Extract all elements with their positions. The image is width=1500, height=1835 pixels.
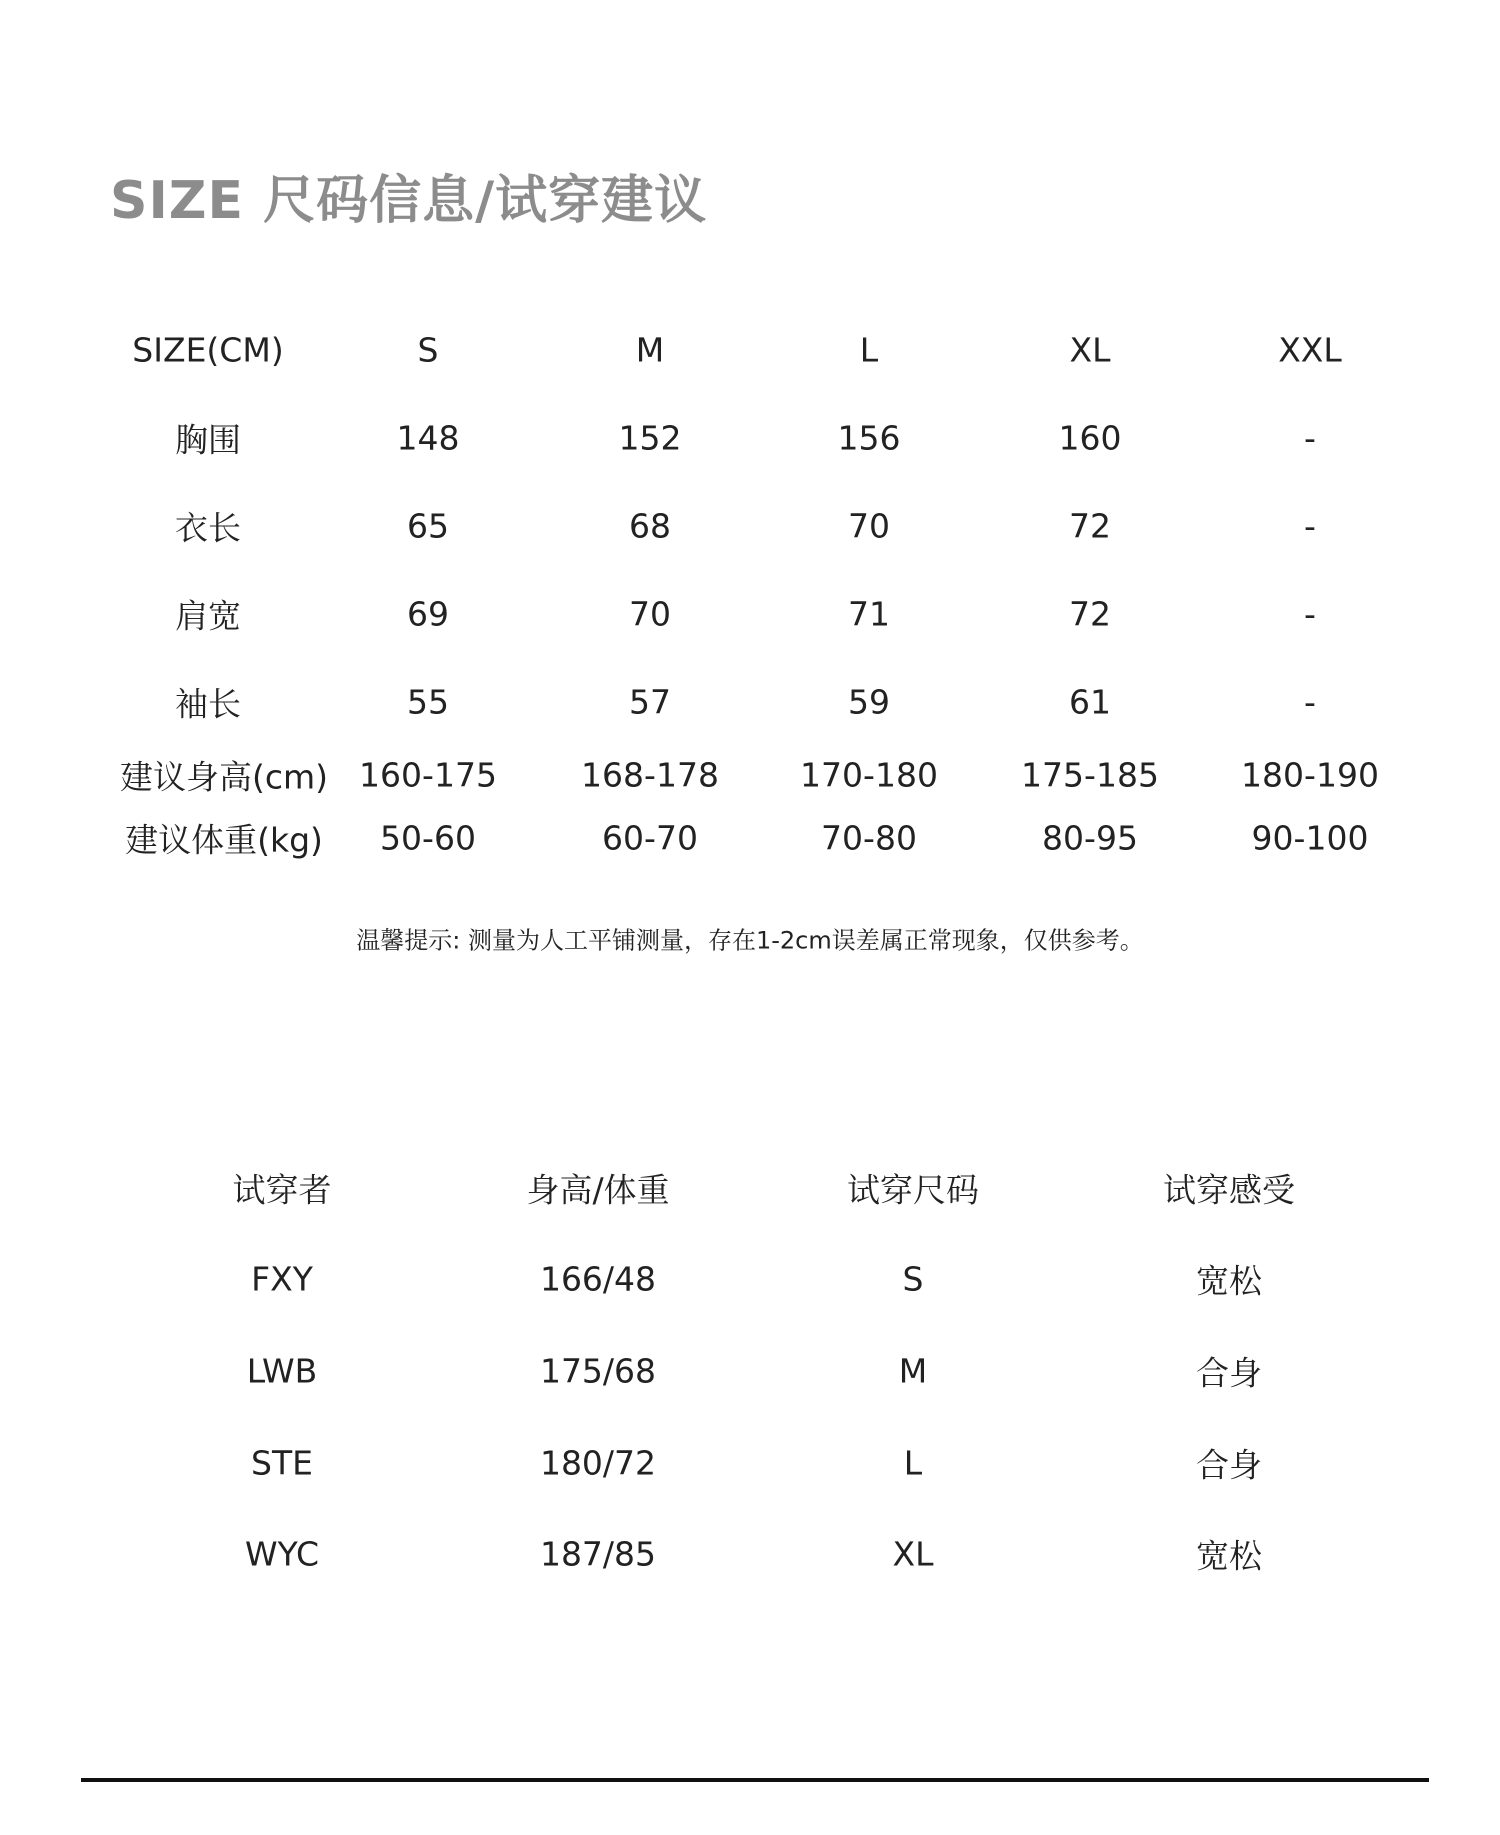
size-value-cell: 71 [848,594,890,634]
size-row-label: 建议身高(cm) [119,757,329,797]
size-value-cell: 175-185 [1021,755,1159,795]
size-value-cell: - [1304,506,1316,546]
trial-header-cell: 身高/体重 [526,1170,670,1210]
trial-value-cell: 宽松 [1196,1261,1262,1301]
size-value-cell: 168-178 [581,755,719,795]
size-value-cell: 170-180 [800,755,938,795]
size-value-cell: 160-175 [359,755,497,795]
trial-header-cell: 试穿尺码 [847,1170,979,1210]
size-row-label: 胸围 [175,420,241,460]
size-value-cell: - [1304,418,1316,458]
size-row-label: 建议体重(kg) [125,820,323,860]
trial-value-cell: 175/68 [539,1351,657,1391]
trial-header-cell: 试穿者 [232,1170,332,1210]
trial-value-cell: FXY [251,1259,313,1299]
size-value-cell: 68 [629,506,671,546]
trial-value-cell: LWB [246,1351,318,1391]
size-value-cell: - [1304,682,1316,722]
trial-value-cell: M [898,1351,928,1391]
size-header-cell: XL [1069,330,1111,370]
size-value-cell: 69 [407,594,449,634]
size-value-cell: 61 [1069,682,1111,722]
size-value-cell: 152 [618,418,682,458]
measurement-note: 温馨提示: 测量为人工平铺测量，存在1-2cm误差属正常现象，仅供参考。 [356,926,1144,955]
bottom-divider [81,1778,1429,1782]
size-value-cell: 70 [848,506,890,546]
size-value-cell: 156 [837,418,901,458]
trial-value-cell: 合身 [1196,1445,1262,1485]
size-value-cell: 72 [1069,594,1111,634]
size-value-cell: 70-80 [821,818,917,858]
size-value-cell: 72 [1069,506,1111,546]
size-value-cell: 80-95 [1042,818,1138,858]
trial-value-cell: 合身 [1196,1353,1262,1393]
size-row-label: 肩宽 [175,596,241,636]
size-header-cell: L [859,330,879,370]
trial-value-cell: WYC [244,1534,320,1574]
size-value-cell: 70 [629,594,671,634]
size-header-cell: XXL [1278,330,1342,370]
trial-value-cell: STE [251,1443,313,1483]
size-value-cell: 180-190 [1241,755,1379,795]
size-value-cell: 57 [629,682,671,722]
size-header-label: SIZE(CM) [132,330,284,370]
size-value-cell: 50-60 [380,818,476,858]
size-value-cell: 160 [1058,418,1122,458]
size-value-cell: 55 [407,682,449,722]
trial-value-cell: L [903,1443,923,1483]
trial-value-cell: S [902,1259,924,1299]
size-row-label: 衣长 [175,508,241,548]
trial-value-cell: 180/72 [539,1443,657,1483]
size-value-cell: 148 [396,418,460,458]
size-header-cell: S [417,330,439,370]
size-value-cell: 59 [848,682,890,722]
size-value-cell: 65 [407,506,449,546]
trial-value-cell: 187/85 [539,1534,657,1574]
page-title: SIZE 尺码信息/试穿建议 [110,171,708,231]
size-value-cell: - [1304,594,1316,634]
size-header-cell: M [635,330,665,370]
size-value-cell: 60-70 [602,818,698,858]
size-row-label: 袖长 [175,684,241,724]
trial-value-cell: 宽松 [1196,1536,1262,1576]
size-value-cell: 90-100 [1251,818,1369,858]
trial-header-cell: 试穿感受 [1163,1170,1295,1210]
trial-value-cell: 166/48 [539,1259,657,1299]
trial-value-cell: XL [892,1534,934,1574]
